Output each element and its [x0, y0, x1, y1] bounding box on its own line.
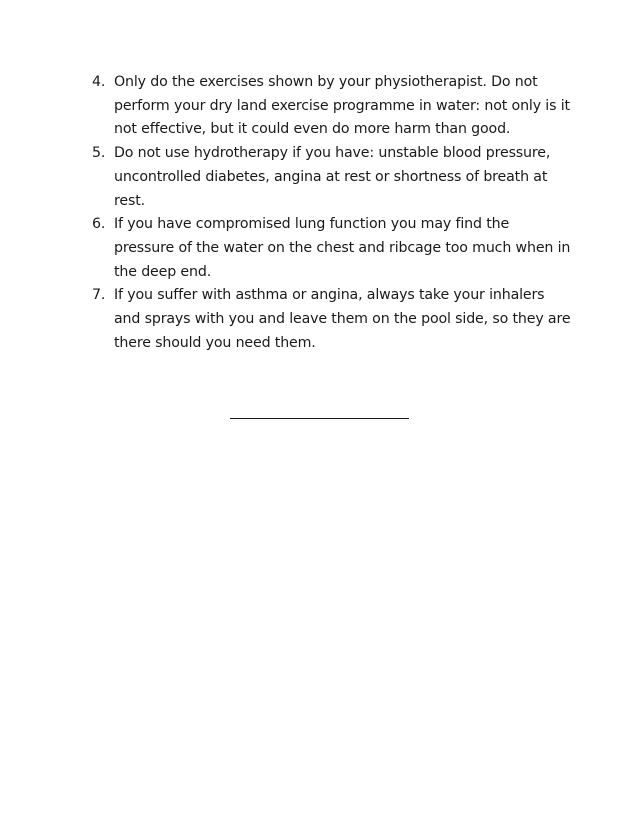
list-number: 7.	[92, 287, 106, 304]
list-item-7	[92, 284, 572, 355]
list-item-text: Do not use hydrotherapy if you have: unstable blood pressure, uncontrolled diabetes, angina at rest or shortness of breath at rest.	[114, 145, 551, 209]
list-number: 6.	[92, 216, 106, 233]
numbered-list	[92, 71, 572, 355]
section-divider-line	[230, 418, 409, 419]
list-number: 4.	[92, 74, 106, 90]
list-item-text: Only do the exercises shown by your physiotherapist. Do not perform your dry land exercise programme in water: not only is it not effective, but it could even do more harm than good.	[114, 74, 570, 138]
list-number: 5.	[92, 145, 106, 162]
list-item-text: If you have compromised lung function you may find the pressure of the water on the chest and ribcage too much when in the deep end.	[114, 216, 571, 280]
list-item-6	[92, 213, 572, 284]
list-item-4	[92, 71, 572, 142]
list-item-5	[92, 142, 572, 213]
list-item-text: If you suffer with asthma or angina, always take your inhalers and sprays with you and leave them on the pool side, so they are there should you need them.	[114, 287, 571, 351]
